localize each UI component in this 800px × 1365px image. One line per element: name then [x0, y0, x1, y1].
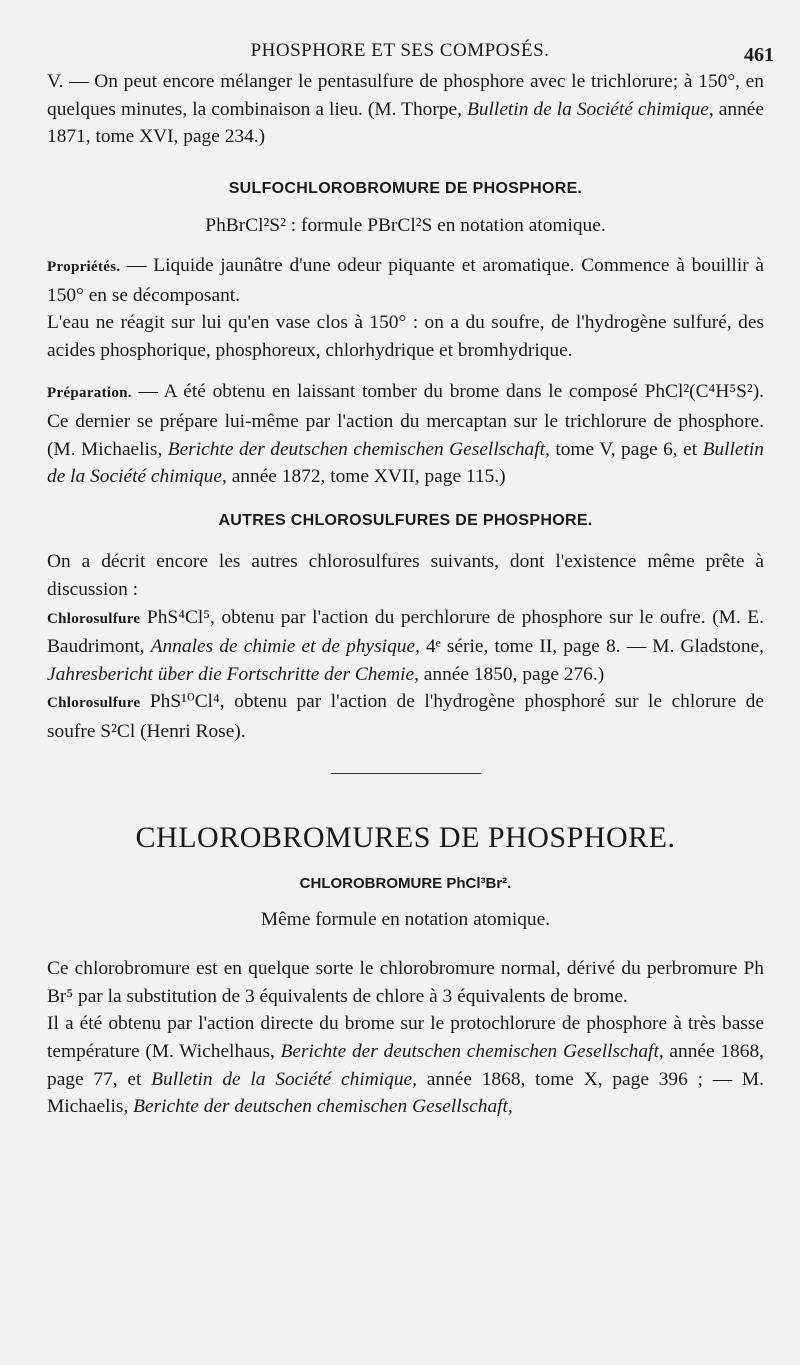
running-title: PHOSPHORE ET SES COMPOSÉS.: [250, 40, 550, 61]
journal-annales: Annales de chimie et de physique: [150, 636, 416, 658]
label-preparation: Préparation.: [47, 385, 132, 402]
heading-sulfochlorobromure: SULFOCHLOROBROMURE DE PHOSPHORE.: [228, 179, 583, 197]
title-chlorobromures: CHLOROBROMURES DE PHOSPHORE.: [135, 821, 676, 855]
journal-bulletin-2: Bulletin de la Société chimique: [151, 1068, 413, 1090]
text-preparation-mid: tome V, page 6, et: [549, 438, 703, 460]
paragraph-chlorobromure-2: [47, 1010, 764, 1120]
body-text: [47, 68, 764, 1121]
label-chlorosulfure-2: Chlorosulfure: [47, 695, 141, 712]
journal-bulletin: Bulletin de la Société chimique: [47, 438, 764, 488]
label-chlorosulfure-1: Chlorosulfure: [47, 610, 141, 627]
formula-line: PhBrCl²S² : formule PBrCl²S en notation atomique.: [205, 215, 606, 237]
journal-berichte-3: Berichte der deutschen chemischen Gesellschaft,: [133, 1096, 513, 1118]
journal-berichte-2: Berichte der deutschen chemischen Gesellschaft: [280, 1041, 659, 1063]
text-chlorosulfure-1: PhS⁴Cl⁵, obtenu par l'action du perchlorure de phosphore sur le oufre. (M. E. Baudrimont,: [47, 606, 764, 658]
section-divider: [331, 773, 481, 774]
text-proprietes: — Liquide jaunâtre d'une odeur piquante et aromatique. Commence à bouillir à 150° en se décomposant.: [47, 254, 764, 306]
text-para2-mid2: , année 1868, tome X, page 396 ; — M. Michaelis,: [47, 1068, 764, 1118]
text-para2-mid: , année 1868, page 77, et: [47, 1041, 764, 1090]
text-chlorosulfure-1-mid: , 4ᵉ série, tome II, page 8. — M. Gladstone,: [415, 636, 764, 658]
journal-jahresbericht: Jahresbericht über die Fortschritte der Chemie: [47, 663, 415, 685]
heading-chlorobromure: CHLOROBROMURE PhCl³Br².: [299, 875, 512, 893]
same-formula-note: Même formule en notation atomique.: [260, 908, 551, 930]
v-tail: , année 1871, tome XVI, page 234.): [47, 98, 764, 148]
paragraph-chlorobromure-1: Ce chlorobromure est en quelque sorte le chlorobromure normal, dérivé du perbromure Ph Br⁵ par la substitution de 3 équivalents de chlore à 3 équivalents de brome.: [47, 958, 764, 1007]
text-chlorosulfure-2: PhS¹⁰Cl⁴, obtenu par l'action de l'hydrogène phosphoré sur le chlorure de soufre S²Cl (Henri Rose).: [47, 691, 764, 742]
heading-autres: AUTRES CHLOROSULFURES DE PHOSPHORE.: [218, 511, 593, 529]
page-number: 461: [744, 44, 774, 66]
paragraph-proprietes: [47, 252, 764, 309]
text-para2-lead: Il a été obtenu par l'action directe du brome sur le protochlorure de phosphore à très basse température (M. Wichelhaus,: [47, 1013, 764, 1063]
paragraph-preparation: [47, 378, 764, 490]
v-lead: V. — On peut encore mélanger le pentasulfure de phosphore avec le trichlorure; à 150°, en quelques minutes, la combinaison a lieu. (M. Thorpe,: [47, 71, 764, 120]
text-chlorosulfure-1-tail: , année 1850, page 276.): [414, 663, 605, 685]
paragraph-autres-intro: On a décrit encore les autres chlorosulfures suivants, dont l'existence même prête à discussion :: [47, 551, 764, 600]
v-journal: Bulletin de la Société chimique: [467, 98, 709, 120]
text-preparation: — A été obtenu en laissant tomber du brome dans le composé PhCl²(C⁴H⁵S²). Ce dernier se prépare lui-même par l'action du mercaptan sur le trichlorure de phosphore. (M. Michaelis,: [47, 381, 764, 460]
journal-berichte: Berichte der deutschen chemischen Gesellschaft,: [167, 438, 550, 460]
paragraph-eau: L'eau ne réagit sur lui qu'en vase clos à 150° : on a du soufre, de l'hydrogène sulfuré, des acides phosphorique, phosphoreux, chlorhydrique et bromhydrique.: [47, 312, 764, 361]
paragraph-v: [47, 68, 764, 151]
text-preparation-tail: , année 1872, tome XVII, page 115.): [222, 466, 506, 488]
paragraph-chlorosulfure-2: [47, 688, 764, 745]
paragraph-chlorosulfure-1: [47, 604, 764, 689]
label-proprietes: Propriétés.: [47, 258, 121, 275]
running-head: [0, 22, 800, 66]
